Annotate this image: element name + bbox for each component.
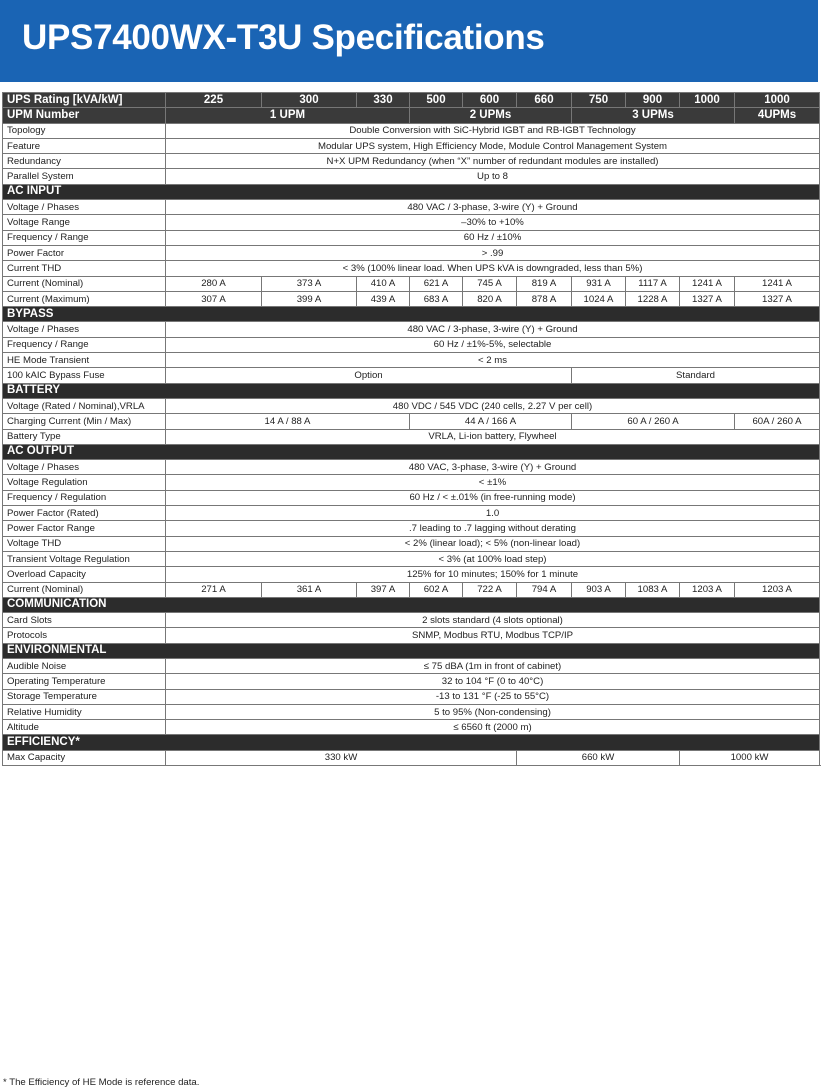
row-label: Overload Capacity	[3, 567, 166, 582]
row-value: Modular UPS system, High Efficiency Mode, Module Control Management System	[166, 138, 820, 153]
cell: 1228 A	[626, 291, 680, 306]
cell: 903 A	[572, 582, 626, 597]
cell: 14 A / 88 A	[166, 414, 410, 429]
cell: 878 A	[517, 291, 572, 306]
row-value: 60 Hz / ±1%-5%, selectable	[166, 337, 820, 352]
cell: 1083 A	[626, 582, 680, 597]
row-label: Voltage / Phases	[3, 200, 166, 215]
cell: 1024 A	[572, 291, 626, 306]
row-label: Voltage Range	[3, 215, 166, 230]
cell: 361 A	[262, 582, 357, 597]
spec-row	[3, 154, 820, 169]
section-title: ENVIRONMENTAL	[3, 643, 820, 658]
spec-row	[3, 704, 820, 719]
cell: Standard	[572, 368, 820, 383]
cell: 931 A	[572, 276, 626, 291]
section-title: BYPASS	[3, 307, 820, 322]
row-value: N+X UPM Redundancy (when “X” number of redundant modules are installed)	[166, 154, 820, 169]
section-title: AC INPUT	[3, 184, 820, 199]
cell: 1241 A	[735, 276, 820, 291]
row-value: VRLA, Li-ion battery, Flywheel	[166, 429, 820, 444]
upm-label: UPM Number	[3, 108, 166, 123]
spec-row	[3, 674, 820, 689]
spec-row	[3, 521, 820, 536]
spec-table	[2, 92, 820, 766]
row-label: Card Slots	[3, 613, 166, 628]
footnote: * The Efficiency of HE Mode is reference data.	[3, 1077, 200, 1088]
row-value: < 3% (at 100% load step)	[166, 551, 820, 566]
row-value: 125% for 10 minutes; 150% for 1 minute	[166, 567, 820, 582]
row-label: Frequency / Regulation	[3, 490, 166, 505]
row-label: Altitude	[3, 720, 166, 735]
cell: 330 kW	[166, 750, 517, 765]
spec-row	[3, 414, 820, 429]
spec-row	[3, 138, 820, 153]
page-title: UPS7400WX-T3U Specifications	[22, 18, 545, 57]
row-value: 1.0	[166, 506, 820, 521]
row-label: Voltage / Phases	[3, 322, 166, 337]
row-value: SNMP, Modbus RTU, Modbus TCP/IP	[166, 628, 820, 643]
section-title: COMMUNICATION	[3, 597, 820, 612]
row-label: Frequency / Range	[3, 230, 166, 245]
row-label: Voltage (Rated / Nominal),VRLA	[3, 398, 166, 413]
row-value: Up to 8	[166, 169, 820, 184]
row-label: Audible Noise	[3, 658, 166, 673]
rating-value: 225	[166, 93, 262, 108]
spec-row	[3, 245, 820, 260]
spec-row	[3, 567, 820, 582]
rating-value: 1000	[735, 93, 820, 108]
rating-value: 900	[626, 93, 680, 108]
row-label: Parallel System	[3, 169, 166, 184]
row-value: ≤ 6560 ft (2000 m)	[166, 720, 820, 735]
cell: 373 A	[262, 276, 357, 291]
row-value: 480 VAC / 3-phase, 3-wire (Y) + Ground	[166, 200, 820, 215]
cell: 397 A	[357, 582, 410, 597]
cell: 794 A	[517, 582, 572, 597]
cell: 683 A	[410, 291, 463, 306]
section-header	[3, 307, 820, 322]
upm-value: 2 UPMs	[410, 108, 572, 123]
rating-label: UPS Rating [kVA/kW]	[3, 93, 166, 108]
title-banner	[0, 0, 818, 82]
row-label: Feature	[3, 138, 166, 153]
cell: 1327 A	[735, 291, 820, 306]
row-label: Redundancy	[3, 154, 166, 169]
section-header	[3, 597, 820, 612]
row-label: Power Factor (Rated)	[3, 506, 166, 521]
cell: 1203 A	[680, 582, 735, 597]
spec-row	[3, 582, 820, 597]
row-value: ≤ 75 dBA (1m in front of cabinet)	[166, 658, 820, 673]
spec-row	[3, 261, 820, 276]
row-label: Power Factor	[3, 245, 166, 260]
spec-row	[3, 490, 820, 505]
row-value: < 2% (linear load); < 5% (non-linear load)	[166, 536, 820, 551]
spec-row	[3, 230, 820, 245]
rating-value: 500	[410, 93, 463, 108]
rating-value: 750	[572, 93, 626, 108]
spec-row	[3, 475, 820, 490]
cell: 602 A	[410, 582, 463, 597]
cell: Option	[166, 368, 572, 383]
row-value: < ±1%	[166, 475, 820, 490]
cell: 621 A	[410, 276, 463, 291]
spec-row	[3, 658, 820, 673]
row-value: 480 VAC, 3-phase, 3-wire (Y) + Ground	[166, 460, 820, 475]
row-label: Storage Temperature	[3, 689, 166, 704]
row-label: Voltage Regulation	[3, 475, 166, 490]
upm-value: 1 UPM	[166, 108, 410, 123]
section-title: BATTERY	[3, 383, 820, 398]
spec-row	[3, 460, 820, 475]
row-label: Charging Current (Min / Max)	[3, 414, 166, 429]
spec-row	[3, 322, 820, 337]
spec-row	[3, 750, 820, 765]
spec-row	[3, 398, 820, 413]
spec-row	[3, 200, 820, 215]
row-label: Topology	[3, 123, 166, 138]
row-label: Current (Nominal)	[3, 582, 166, 597]
row-label: Voltage THD	[3, 536, 166, 551]
spec-row	[3, 169, 820, 184]
cell: 1117 A	[626, 276, 680, 291]
section-header	[3, 184, 820, 199]
spec-row	[3, 123, 820, 138]
spec-row	[3, 353, 820, 368]
spec-row	[3, 215, 820, 230]
rating-value: 330	[357, 93, 410, 108]
spec-row	[3, 276, 820, 291]
section-header	[3, 643, 820, 658]
row-label: Frequency / Range	[3, 337, 166, 352]
row-value: > .99	[166, 245, 820, 260]
section-title: EFFICIENCY*	[3, 735, 820, 750]
spec-row	[3, 628, 820, 643]
row-value: 32 to 104 °F (0 to 40°C)	[166, 674, 820, 689]
rating-value: 300	[262, 93, 357, 108]
row-label: 100 kAIC Bypass Fuse	[3, 368, 166, 383]
row-label: Max Capacity	[3, 750, 166, 765]
spec-row	[3, 291, 820, 306]
spec-row	[3, 551, 820, 566]
row-label: Voltage / Phases	[3, 460, 166, 475]
section-header	[3, 383, 820, 398]
spec-row	[3, 429, 820, 444]
row-value: 60 Hz / ±10%	[166, 230, 820, 245]
rating-value: 600	[463, 93, 517, 108]
row-value: < 2 ms	[166, 353, 820, 368]
cell: 410 A	[357, 276, 410, 291]
spec-row	[3, 536, 820, 551]
cell: 280 A	[166, 276, 262, 291]
upm-value: 4UPMs	[735, 108, 820, 123]
spec-row	[3, 337, 820, 352]
spec-row	[3, 506, 820, 521]
row-value: < 3% (100% linear load. When UPS kVA is downgraded, less than 5%)	[166, 261, 820, 276]
cell: 819 A	[517, 276, 572, 291]
row-value: .7 leading to .7 lagging without derating	[166, 521, 820, 536]
cell: 60 A / 260 A	[572, 414, 735, 429]
upm-row	[3, 108, 820, 123]
spec-row	[3, 689, 820, 704]
row-label: Transient Voltage Regulation	[3, 551, 166, 566]
section-header	[3, 735, 820, 750]
row-label: Operating Temperature	[3, 674, 166, 689]
cell: 1203 A	[735, 582, 820, 597]
cell: 44 A / 166 A	[410, 414, 572, 429]
cell: 1327 A	[680, 291, 735, 306]
row-label: Current (Nominal)	[3, 276, 166, 291]
cell: 722 A	[463, 582, 517, 597]
row-value: –30% to +10%	[166, 215, 820, 230]
cell: 307 A	[166, 291, 262, 306]
spec-row	[3, 720, 820, 735]
row-label: Power Factor Range	[3, 521, 166, 536]
row-label: Protocols	[3, 628, 166, 643]
row-value: 60 Hz / < ±.01% (in free-running mode)	[166, 490, 820, 505]
row-value: Double Conversion with SiC-Hybrid IGBT and RB-IGBT Technology	[166, 123, 820, 138]
cell: 439 A	[357, 291, 410, 306]
row-label: Current THD	[3, 261, 166, 276]
cell: 1241 A	[680, 276, 735, 291]
cell: 660 kW	[517, 750, 680, 765]
row-value: 480 VAC / 3-phase, 3-wire (Y) + Ground	[166, 322, 820, 337]
row-label: Relative Humidity	[3, 704, 166, 719]
rating-row	[3, 93, 820, 108]
cell: 745 A	[463, 276, 517, 291]
row-value: 480 VDC / 545 VDC (240 cells, 2.27 V per cell)	[166, 398, 820, 413]
section-header	[3, 444, 820, 459]
section-title: AC OUTPUT	[3, 444, 820, 459]
rating-value: 1000	[680, 93, 735, 108]
row-label: HE Mode Transient	[3, 353, 166, 368]
upm-value: 3 UPMs	[572, 108, 735, 123]
cell: 60A / 260 A	[735, 414, 820, 429]
cell: 1000 kW	[680, 750, 820, 765]
cell: 271 A	[166, 582, 262, 597]
cell: 820 A	[463, 291, 517, 306]
spec-row	[3, 613, 820, 628]
row-value: -13 to 131 °F (-25 to 55°C)	[166, 689, 820, 704]
spec-row	[3, 368, 820, 383]
rating-value: 660	[517, 93, 572, 108]
row-value: 2 slots standard (4 slots optional)	[166, 613, 820, 628]
row-label: Current (Maximum)	[3, 291, 166, 306]
row-value: 5 to 95% (Non-condensing)	[166, 704, 820, 719]
cell: 399 A	[262, 291, 357, 306]
row-label: Battery Type	[3, 429, 166, 444]
